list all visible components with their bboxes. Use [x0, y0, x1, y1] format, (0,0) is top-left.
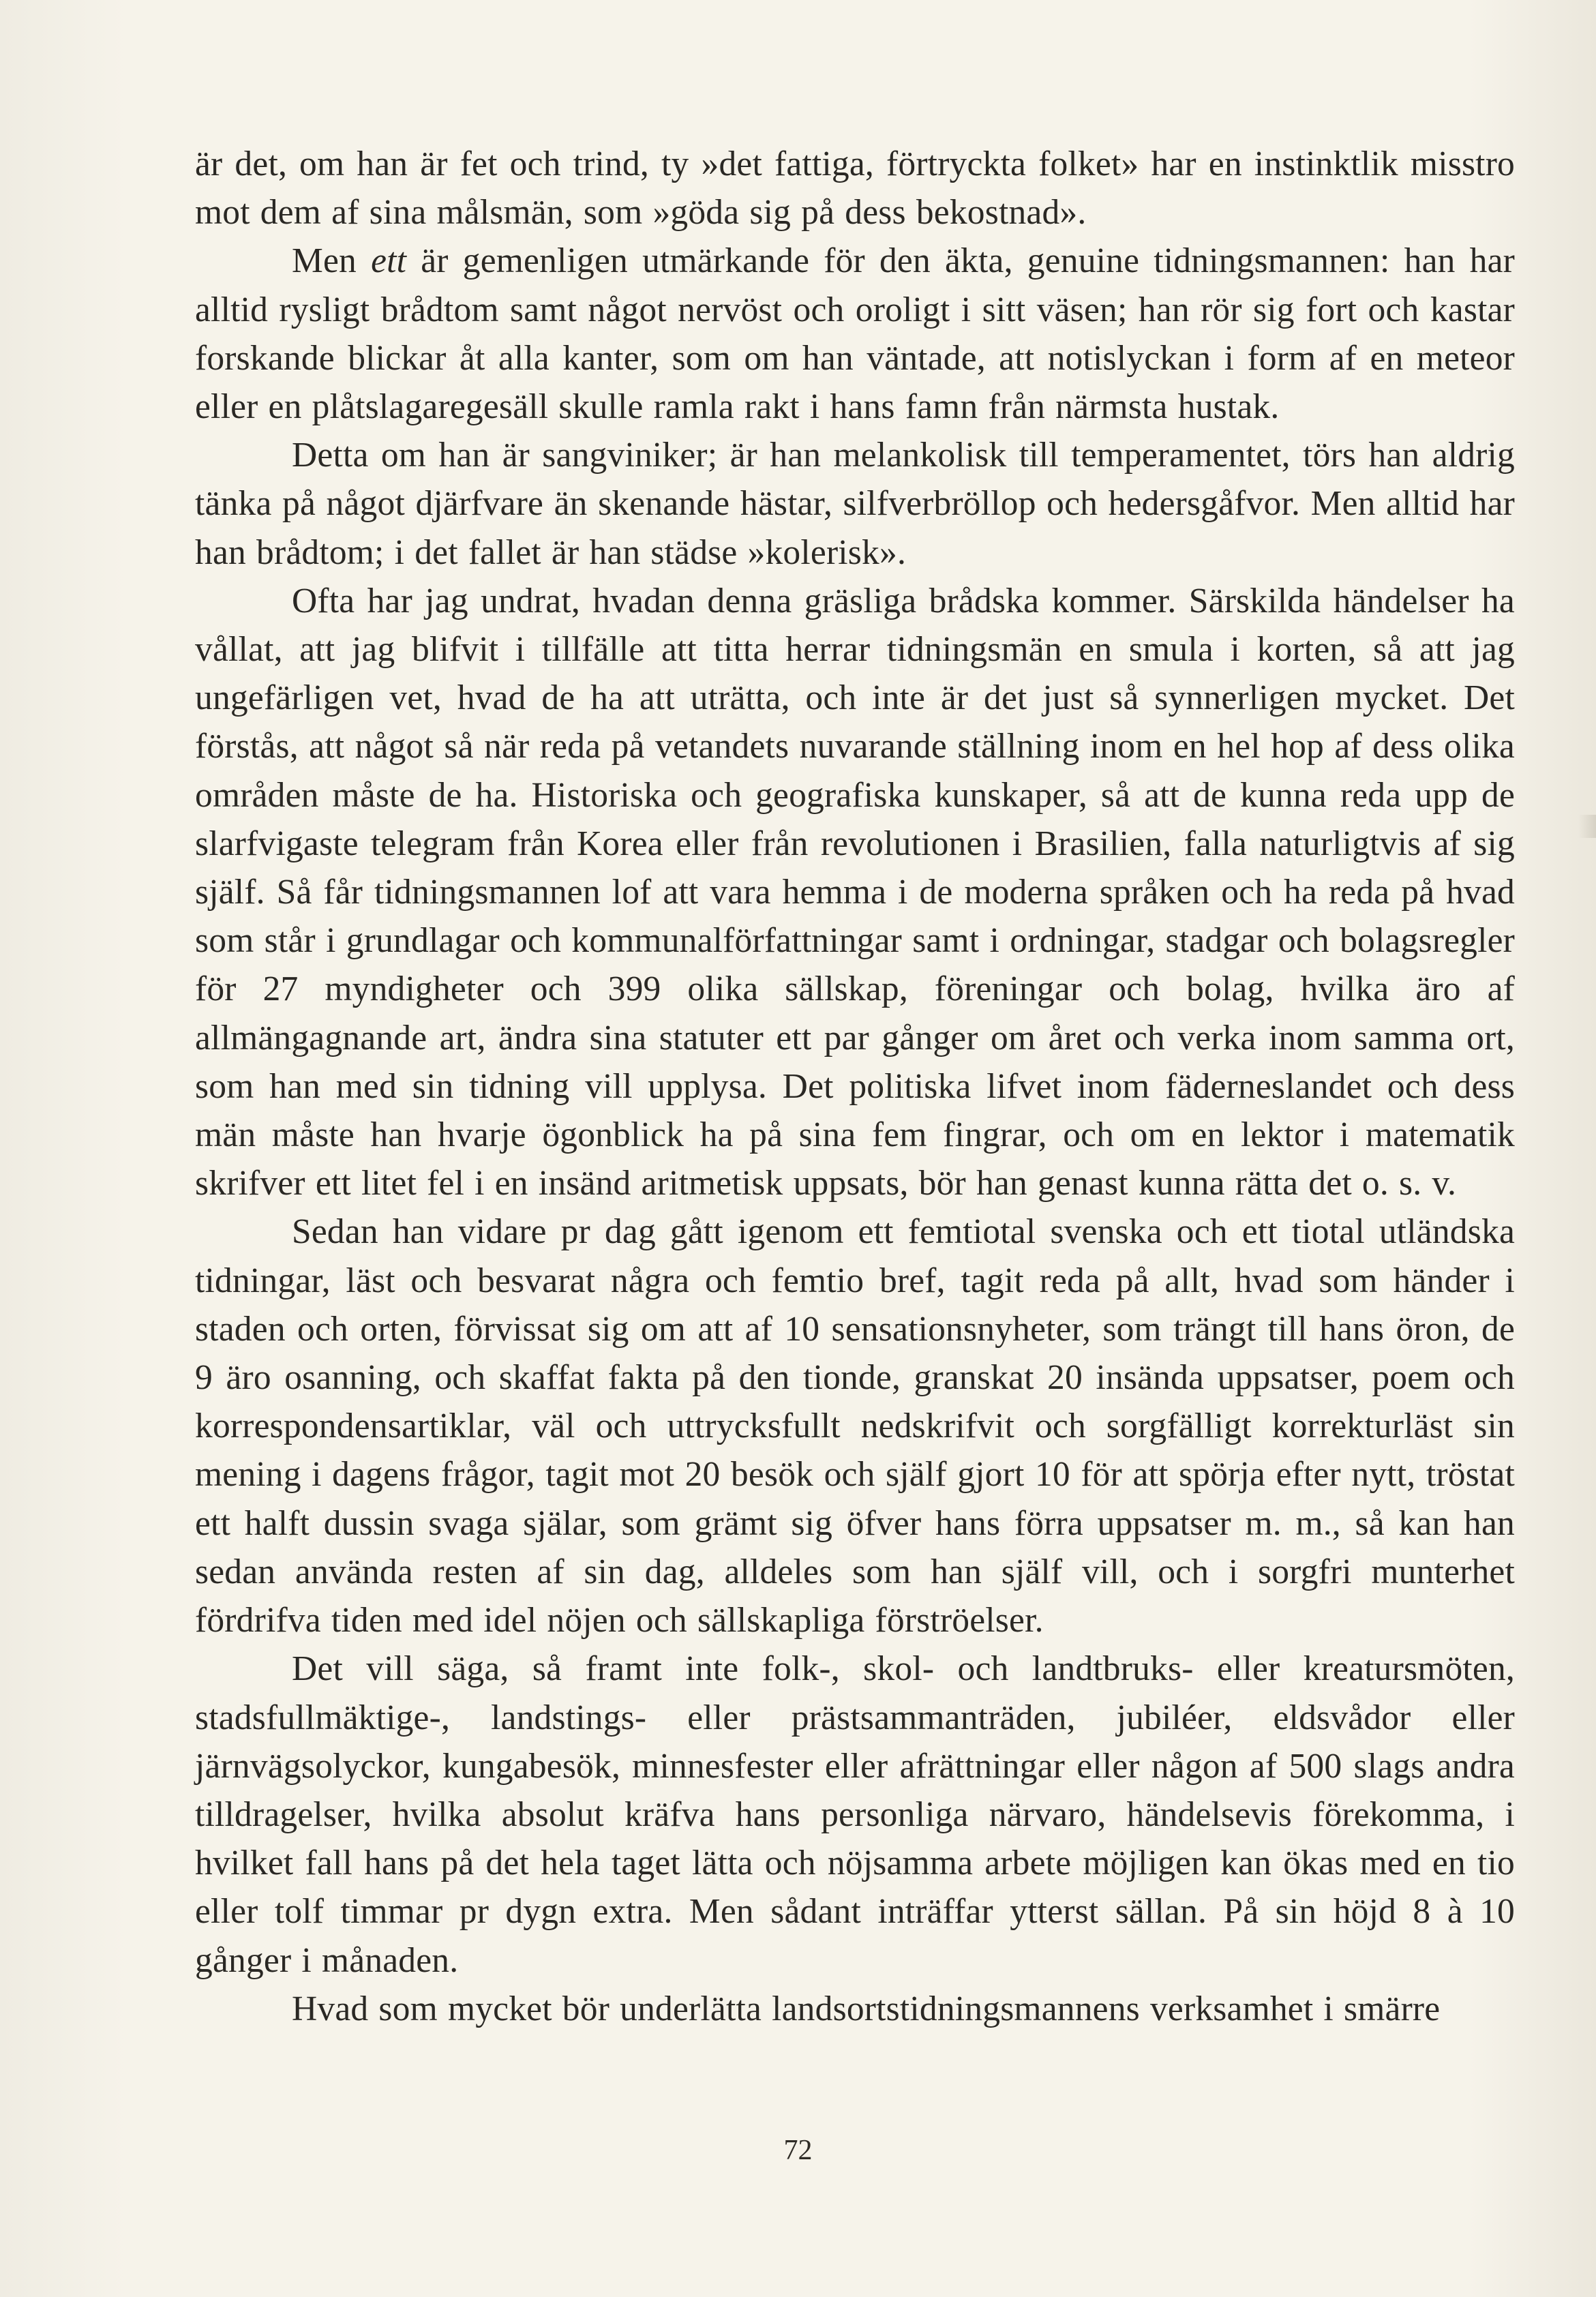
paragraph-4	[195, 577, 1515, 1208]
paragraph-1	[195, 140, 1515, 237]
paragraph-3-text: Detta om han är sangviniker; är han melankolisk till temperamentet, törs han aldrig tänka på något djärfvare än skenande hästar, silfverbröllop och hedersgåfvor. Men alltid har han brådtom; i det fallet är han städse »kolerisk».	[195, 436, 1515, 572]
paragraph-1-text: är det, om han är fet och trind, ty »det fattiga, förtryckta folket» har en instinktlik misstro mot dem af sina målsmän, som »göda sig på dess bekostnad».	[195, 145, 1515, 232]
paragraph-7	[195, 1985, 1515, 2033]
paragraph-6-text: Det vill säga, så framt inte folk-, skol- och landtbruks- eller kreatursmöten, stadsfullmäktige-, landstings- eller prästsammanträden, jubiléer, eldsvådor eller järnvägsolyckor, kungabesök, minnesfester eller afrättningar eller någon af 500 slags andra tilldragelser, hvilka absolut kräfva hans personliga närvaro, händelsevis förekomma, i hvilket fall hans på det hela taget lätta och nöjsamma arbete möjligen kan ökas med en tio eller tolf timmar pr dygn extra. Men sådant inträffar ytterst sällan. På sin höjd 8 à 10 gånger i månaden.	[195, 1649, 1515, 1980]
paragraph-7-text: Hvad som mycket bör underlätta landsortstidningsmannens verksamhet i smärre	[292, 1989, 1441, 2028]
paragraph-5	[195, 1207, 1515, 1645]
paragraph-6	[195, 1645, 1515, 1984]
paragraph-3	[195, 431, 1515, 577]
paragraph-2-emphasis: ett	[371, 241, 407, 281]
paragraph-4-text: Ofta har jag undrat, hvadan denna gräsliga brådska kommer. Särskilda händelser ha vållat, att jag blifvit i tillfälle att titta herrar tidningsmän en smula i korten, så att jag ungefärligen vet, hvad de ha att uträtta, och inte är det just så synnerligen mycket. Det förstås, att något så när reda på vetandets nuvarande ställning inom en hel hop af dess olika områden måste de ha. Historiska och geografiska kunskaper, så att de kunna reda upp de slarfvigaste telegram från Korea eller från revolutionen i Brasilien, falla naturligtvis af sig själf. Så får tidningsmannen lof att vara hemma i de moderna språken och ha reda på hvad som står i grundlagar och kommunalförfattningar samt i ordningar, stadgar och bolagsregler för 27 myndigheter och 399 olika sällskap, föreningar och bolag, hvilka äro af allmängagnande art, ändra sina statuter ett par gånger om året och verka inom samma ort, som han med sin tidning vill upplysa. Det politiska lifvet inom fäderneslandet och dess män måste han hvarje ögonblick ha på sina fem fingrar, och om en lektor i matematik skrifver ett litet fel i en insänd aritmetisk uppsats, bör han genast kunna rätta det o. s. v.	[195, 581, 1515, 1203]
body-text	[195, 140, 1515, 2033]
page-number: 72	[783, 2135, 813, 2166]
paragraph-2-text-start: Men	[292, 241, 372, 281]
page-edge-mark	[1578, 815, 1596, 838]
paragraph-5-text: Sedan han vidare pr dag gått igenom ett femtiotal svenska och ett tiotal utländska tidningar, läst och besvarat några och femtio bref, tagit reda på allt, hvad som händer i staden och orten, förvissat sig om att af 10 sensationsnyheter, som trängt till hans öron, de 9 äro osanning, och skaffat fakta på den tionde, granskat 20 insända uppsatser, poem och korrespondensartiklar, väl och uttrycksfullt nedskrifvit och sorgfälligt korrekturläst sin mening i dagens frågor, tagit mot 20 besök och själf gjort 10 för att spörja efter nytt, tröstat ett halft dussin svaga själar, som grämt sig öfver hans förra uppsatser m. m., så kan han sedan använda resten af sin dag, alldeles som han själf vill, och i sorgfri munterhet fördrifva tiden med idel nöjen och sällskapliga förströelser.	[195, 1212, 1515, 1640]
paragraph-2-text-end: är gemenligen utmärkande för den äkta, genuine tidningsmannen: han har alltid rysligt brådtom samt något nervöst och oroligt i sitt väsen; han rör sig fort och kastar forskande blickar åt alla kanter, som om han väntade, att notislyckan i form af en meteor eller en plåtslagaregesäll skulle ramla rakt i hans famn från närmsta hustak.	[195, 241, 1516, 427]
paragraph-2	[195, 237, 1515, 431]
